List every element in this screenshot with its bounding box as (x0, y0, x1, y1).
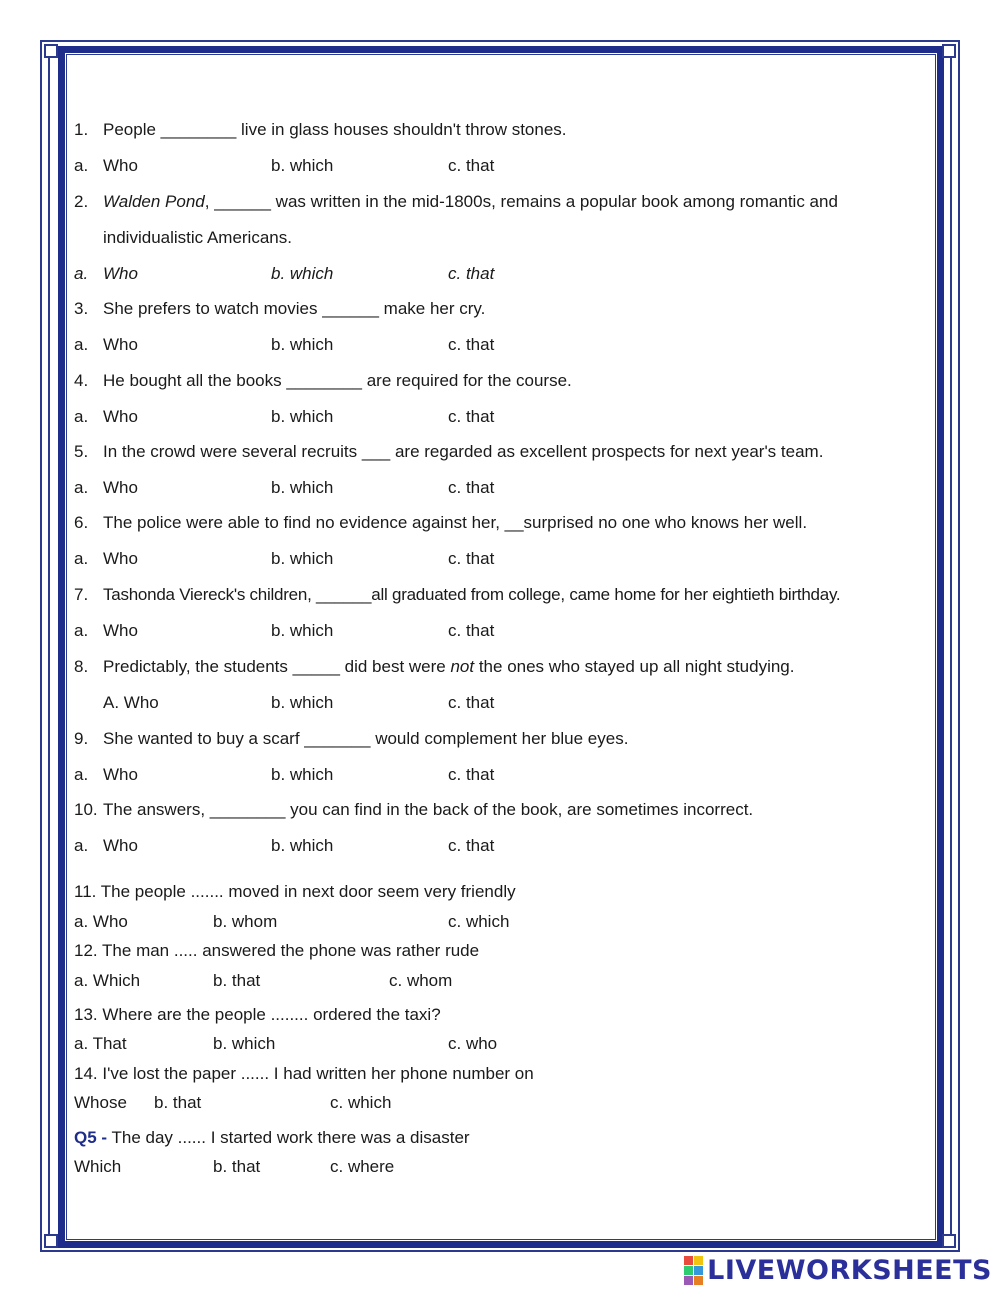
option-a-label: a. (74, 156, 89, 175)
question-text (103, 657, 795, 677)
option-c[interactable]: c. that (448, 765, 495, 784)
option-a[interactable]: Who (103, 335, 138, 354)
option-b[interactable]: b. which (271, 836, 334, 855)
border-left-line (48, 52, 50, 1242)
option-a[interactable]: Who (103, 156, 138, 175)
question-text: The answers, ________ you can find in the back of the book, are sometimes incorrect. (103, 800, 754, 819)
option-b[interactable]: b. which (271, 765, 334, 784)
option-c[interactable]: c. that (448, 407, 495, 426)
question-number: 1. (74, 120, 89, 139)
border-corner-br (942, 1234, 956, 1248)
option-c[interactable]: c. that (448, 836, 495, 855)
option-a-label: a. (74, 407, 89, 426)
option-a[interactable]: Who (103, 621, 138, 640)
option-c[interactable]: c. that (448, 549, 495, 568)
option-c[interactable]: c. that (448, 264, 495, 283)
question-text-emphasis: not (450, 657, 475, 676)
option-a[interactable]: Who (103, 549, 138, 568)
option-a-label: a. (74, 836, 89, 855)
option-a[interactable]: Whose (74, 1093, 127, 1112)
option-b[interactable]: b. which (213, 1034, 276, 1053)
option-b[interactable]: b. that (154, 1093, 202, 1112)
question-number: 8. (74, 657, 89, 676)
question-text: He bought all the books ________ are required for the course. (103, 371, 572, 390)
option-c[interactable]: c. that (448, 693, 495, 712)
question-number: 5. (74, 442, 89, 461)
option-c[interactable]: c. which (448, 912, 510, 931)
option-c[interactable]: c. that (448, 478, 495, 497)
option-a-label: a. (74, 621, 89, 640)
question-number: 9. (74, 729, 89, 748)
option-a[interactable]: Who (103, 407, 138, 426)
question-15 (74, 1128, 470, 1148)
liveworksheets-logo[interactable] (684, 1255, 992, 1285)
question-text: She prefers to watch movies ______ make her cry. (103, 299, 486, 318)
option-b[interactable]: b. which (271, 621, 334, 640)
option-a[interactable]: a. Who (74, 912, 128, 931)
option-a-label: a. (74, 264, 89, 283)
question-text: Tashonda Viereck's children, ______all graduated from college, came home for her eightieth birthday. (103, 585, 841, 604)
question-number: 6. (74, 513, 89, 532)
option-b[interactable]: b. which (271, 549, 334, 568)
option-a-label: a. (74, 335, 89, 354)
logo-icon (684, 1256, 703, 1285)
border-corner-bl (44, 1234, 58, 1248)
option-c[interactable]: c. whom (389, 971, 453, 990)
option-a[interactable]: a. That (74, 1034, 127, 1053)
question-number: 10. (74, 800, 98, 819)
option-c[interactable]: c. where (330, 1157, 395, 1176)
question-text-rest: , ______ was written in the mid-1800s, remains a popular book among romantic and (204, 192, 838, 211)
question-text: People ________ live in glass houses shouldn't throw stones. (103, 120, 567, 139)
question-text-pre: Predictably, the students _____ did best were (103, 657, 451, 676)
question-number: 4. (74, 371, 89, 390)
option-b[interactable]: b. that (213, 1157, 261, 1176)
option-a[interactable]: Who (103, 765, 138, 784)
option-a[interactable]: Who (103, 478, 138, 497)
option-a-label: a. (74, 549, 89, 568)
option-b[interactable]: b. whom (213, 912, 278, 931)
question-text: She wanted to buy a scarf _______ would complement her blue eyes. (103, 729, 629, 748)
option-b[interactable]: b. which (271, 264, 334, 283)
option-a[interactable]: A. Who (103, 693, 159, 712)
option-a[interactable]: Which (74, 1157, 122, 1176)
option-b[interactable]: b. which (271, 478, 334, 497)
option-c[interactable]: c. that (448, 621, 495, 640)
question-12: 12. The man ..... answered the phone was rather rude (74, 941, 480, 960)
question-text: The police were able to find no evidence against her, __surprised no one who knows her well. (103, 513, 808, 532)
border-corner-tl (44, 44, 58, 58)
question-11: 11. The people ....... moved in next door seem very friendly (74, 882, 516, 901)
logo-text: LIVEWORKSHEETS (707, 1254, 992, 1286)
option-b[interactable]: b. that (213, 971, 261, 990)
option-c[interactable]: c. that (448, 156, 495, 175)
question-15-label: Q5 - (74, 1128, 108, 1147)
option-a[interactable]: a. Which (74, 971, 141, 990)
option-b[interactable]: b. which (271, 335, 334, 354)
question-text-post: the ones who stayed up all night studying. (474, 657, 795, 676)
option-c[interactable]: c. who (448, 1034, 498, 1053)
option-a-label: a. (74, 478, 89, 497)
option-c[interactable]: c. which (330, 1093, 392, 1112)
question-15-text: The day ...... I started work there was a disaster (107, 1128, 470, 1147)
border-right-line (950, 52, 952, 1242)
option-c[interactable]: c. that (448, 335, 495, 354)
question-13: 13. Where are the people ........ ordered the taxi? (74, 1005, 441, 1024)
question-text: In the crowd were several recruits ___ are regarded as excellent prospects for next year's team. (103, 442, 824, 461)
question-number: 3. (74, 299, 89, 318)
option-b[interactable]: b. which (271, 693, 334, 712)
border-corner-tr (942, 44, 956, 58)
option-b[interactable]: b. which (271, 407, 334, 426)
book-title: Walden Pond (103, 192, 205, 211)
option-a-label: a. (74, 765, 89, 784)
option-a[interactable]: Who (103, 836, 138, 855)
question-text (103, 192, 838, 212)
question-14: 14. I've lost the paper ...... I had written her phone number on (74, 1064, 534, 1083)
question-number: 2. (74, 192, 89, 211)
option-a[interactable]: Who (103, 264, 138, 283)
option-b[interactable]: b. which (271, 156, 334, 175)
question-number: 7. (74, 585, 89, 604)
question-text-continued: individualistic Americans. (103, 228, 292, 247)
